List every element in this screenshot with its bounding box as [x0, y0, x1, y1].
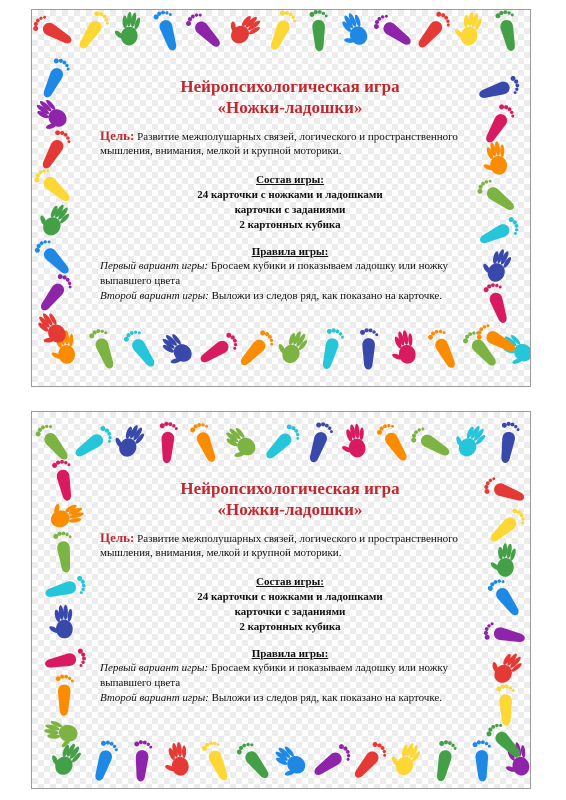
footprint-icon — [477, 75, 522, 104]
footprint-icon — [486, 506, 529, 547]
handprint-icon — [46, 496, 86, 531]
footprint-icon — [55, 674, 74, 716]
handprint-icon — [333, 10, 371, 51]
footprint-icon — [432, 739, 458, 783]
rule-name: Второй вариант игры: — [100, 290, 209, 303]
footprint-icon — [32, 165, 75, 206]
game-card-1 — [31, 9, 531, 387]
rule-2 — [100, 691, 480, 706]
card-title — [100, 478, 480, 521]
rule-text: Бросаем кубики и показываем ладошку или ножку выпавшего цвета — [100, 662, 449, 690]
rule-text: Выложи из следов ряд, как показано на карточке. — [211, 290, 443, 303]
footprint-icon — [483, 621, 527, 647]
footprint-icon — [196, 331, 240, 369]
handprint-icon — [109, 419, 148, 461]
footprint-icon — [426, 326, 461, 371]
composition-item: 24 карточки с ножками и ладошками — [197, 189, 383, 202]
footprint-icon — [33, 236, 75, 278]
footprint-icon — [37, 128, 73, 173]
handprint-icon — [160, 741, 191, 778]
title-line-2: «Ножки-ладошки» — [217, 500, 363, 520]
composition-heading: Состав игры: — [256, 576, 324, 589]
handprint-icon — [478, 140, 509, 178]
handprint-icon — [386, 737, 424, 778]
footprint-icon — [51, 458, 77, 502]
composition-item: 2 картонных кубика — [239, 218, 341, 231]
footprint-icon — [236, 328, 277, 371]
composition-item: 24 карточки с ножками и ладошками — [197, 591, 383, 604]
handprint-icon — [267, 742, 309, 783]
title-line-1: Нейропсихологическая игра — [180, 479, 400, 498]
handprint-icon — [451, 10, 484, 47]
rule-text: Бросаем кубики и показываем ладошку или ножку выпавшего цвета — [100, 260, 449, 288]
footprint-icon — [413, 10, 453, 53]
footprint-icon — [477, 216, 522, 250]
footprint-icon — [88, 326, 120, 371]
footprint-icon — [480, 102, 517, 147]
footprint-icon — [472, 740, 492, 782]
footprint-icon — [34, 421, 74, 464]
footprint-icon — [310, 742, 354, 781]
rule-text: Выложи из следов ряд, как показано на карточке. — [211, 692, 443, 705]
footprint-icon — [184, 10, 226, 52]
footprint-icon — [317, 327, 345, 372]
footprint-icon — [496, 684, 516, 726]
footprint-icon — [349, 740, 389, 783]
rules-heading: Правила игры: — [251, 647, 329, 660]
footprint-icon — [482, 475, 527, 506]
footprint-icon — [158, 421, 178, 463]
footprint-icon — [53, 530, 76, 573]
footprint-icon — [189, 420, 222, 465]
card-content — [100, 76, 480, 304]
rule-name: Первый вариант игры: — [100, 260, 209, 273]
goal-text: Развитие межполушарных связей, логического и пространственного мышления, внимания, мелкой и крупной моторики. — [100, 130, 458, 158]
handprint-icon — [222, 10, 264, 48]
handprint-icon — [386, 329, 418, 367]
handprint-icon — [449, 418, 489, 460]
composition-item: 2 картонных кубика — [239, 620, 341, 633]
footprint-icon — [261, 422, 303, 464]
footprint-icon — [235, 739, 275, 783]
rules-heading: Правила игры: — [251, 245, 329, 258]
footprint-icon — [375, 420, 413, 464]
rule-1 — [100, 259, 480, 289]
footprint-icon — [482, 281, 513, 326]
footprint-icon — [74, 10, 112, 53]
goal-paragraph — [100, 127, 480, 160]
handprint-icon — [478, 244, 515, 285]
footprint-icon — [309, 10, 329, 52]
footprint-icon — [409, 424, 454, 461]
footprint-icon — [304, 420, 335, 465]
rule-name: Первый вариант игры: — [100, 662, 209, 675]
handprint-icon — [47, 604, 74, 639]
handprint-icon — [218, 424, 260, 465]
footprint-icon — [32, 13, 76, 49]
title-line-1: Нейропсихологическая игра — [180, 77, 400, 96]
card-content — [100, 478, 480, 706]
handprint-icon — [272, 325, 311, 367]
handprint-icon — [33, 197, 73, 239]
footprint-icon — [35, 272, 75, 316]
footprint-icon — [152, 10, 182, 53]
handprint-icon — [154, 330, 196, 371]
footprint-icon — [122, 327, 161, 371]
handprint-icon — [112, 10, 142, 47]
goal-text: Развитие межполушарных связей, логического и пространственного мышления, внимания, мелкой и крупной моторики. — [100, 532, 458, 560]
footprint-icon — [43, 575, 88, 603]
footprint-icon — [475, 176, 519, 215]
footprint-icon — [38, 56, 72, 101]
composition-heading: Состав игры: — [256, 174, 324, 187]
footprint-icon — [265, 10, 298, 53]
footprint-icon — [200, 738, 233, 783]
rule-2 — [100, 289, 480, 304]
goal-label: Цель: — [100, 529, 135, 545]
goal-paragraph — [100, 529, 480, 562]
title-line-2: «Ножки-ладошки» — [217, 98, 363, 118]
rule-name: Второй вариант игры: — [100, 692, 209, 705]
footprint-icon — [495, 10, 521, 53]
footprint-icon — [132, 740, 153, 782]
handprint-icon — [32, 96, 71, 137]
footprint-icon — [90, 739, 120, 784]
game-card-2 — [31, 411, 531, 789]
footprint-icon — [371, 11, 415, 50]
footprint-icon — [496, 421, 520, 465]
handprint-icon — [32, 309, 70, 351]
card-title — [100, 76, 480, 119]
handprint-icon — [485, 645, 526, 687]
footprint-icon — [71, 424, 115, 463]
footprint-icon — [486, 576, 525, 620]
composition-item: карточки с заданиями — [234, 605, 346, 618]
footprint-icon — [44, 648, 88, 674]
footprint-icon — [359, 328, 378, 370]
goal-label: Цель: — [100, 127, 135, 143]
rule-1 — [100, 661, 480, 691]
handprint-icon — [338, 423, 367, 459]
handprint-icon — [488, 542, 517, 578]
composition-item: карточки с заданиями — [234, 203, 346, 216]
